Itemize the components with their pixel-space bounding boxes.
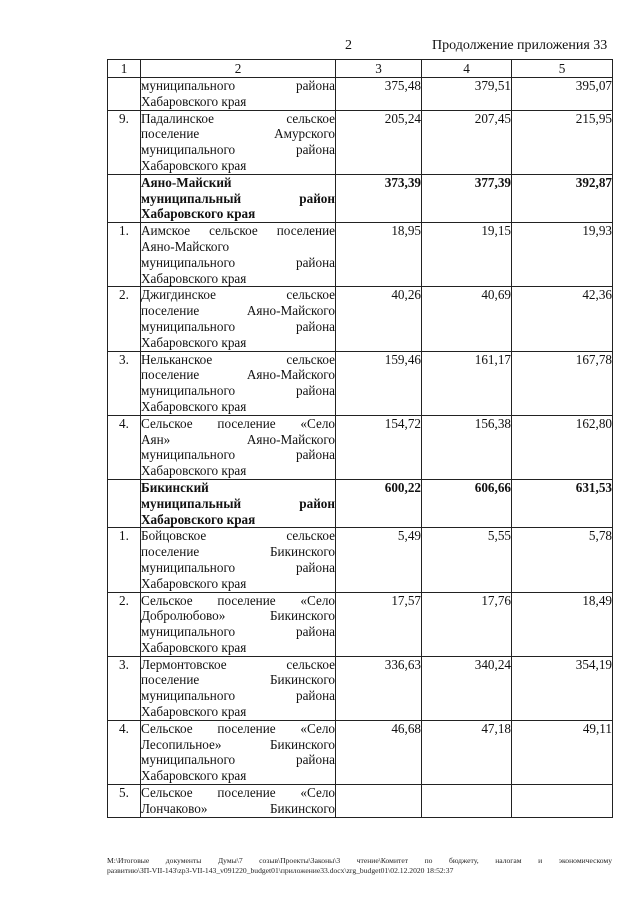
municipality-name-line: Хабаровского края: [141, 463, 247, 479]
budget-table: [107, 59, 613, 818]
amount-cell-5: 215,95: [512, 110, 613, 174]
amount-cell-3: 40,26: [336, 287, 422, 351]
table-row: [108, 785, 613, 818]
municipality-name-line: Падалинское сельское: [141, 110, 335, 126]
municipality-name-line: Хабаровского края: [141, 575, 247, 591]
amount-cell-4: 207,45: [422, 110, 512, 174]
amount-cell-3: 373,39: [336, 174, 422, 222]
municipality-name-line: муниципальный район: [141, 495, 335, 511]
municipality-name: [141, 785, 336, 818]
municipality-name-line: Джигдинское сельское: [141, 287, 335, 303]
municipality-name-line: Аяно-Майский: [141, 174, 232, 190]
municipality-name-line: муниципального района: [141, 559, 335, 575]
municipality-name: [141, 223, 336, 287]
row-number: 4.: [108, 415, 141, 479]
municipality-name-line: Хабаровского края: [141, 334, 247, 350]
amount-cell-4: 19,15: [422, 223, 512, 287]
municipality-name-line: Хабаровского края: [141, 768, 247, 784]
table-row: [108, 415, 613, 479]
row-number: 3.: [108, 351, 141, 415]
municipality-name-line: Хабаровского края: [141, 157, 247, 173]
table-row: [108, 110, 613, 174]
table-row: [108, 287, 613, 351]
municipality-name-line: Хабаровского края: [141, 93, 247, 109]
municipality-name-line: муниципального района: [141, 142, 335, 158]
footer-line-2: развитию\ЗП-VII-143\zp3-VII-143_v091220_budget01\приложение33.docx\zrg_budget01\02.12.2020 18:52:37: [107, 865, 454, 875]
amount-cell-4: 156,38: [422, 415, 512, 479]
column-header-1: 1: [108, 60, 141, 78]
municipality-name-line: Сельское поселение «Село: [141, 592, 335, 608]
amount-cell-4: 17,76: [422, 592, 512, 656]
municipality-name-line: поселение Бикинского: [141, 544, 335, 560]
table-row: [108, 592, 613, 656]
table-row: [108, 720, 613, 784]
municipality-name-line: Хабаровского края: [141, 206, 256, 222]
municipality-name: [141, 656, 336, 720]
municipality-name-line: Хабаровского края: [141, 398, 247, 414]
amount-cell-4: 161,17: [422, 351, 512, 415]
column-header-4: 4: [422, 60, 512, 78]
row-number: 2.: [108, 592, 141, 656]
amount-cell-5: 631,53: [512, 479, 613, 527]
amount-cell-3: 154,72: [336, 415, 422, 479]
column-header-2: 2: [141, 60, 336, 78]
column-number-row: [108, 60, 613, 78]
municipality-name-line: Хабаровского края: [141, 704, 247, 720]
municipality-name-line: Лесопильное» Бикинского: [141, 736, 335, 752]
page-number: 2: [345, 38, 352, 53]
municipality-name: [141, 287, 336, 351]
amount-cell-3: 375,48: [336, 78, 422, 111]
municipality-name-line: Сельское поселение «Село: [141, 415, 335, 431]
amount-cell-5: 354,19: [512, 656, 613, 720]
municipality-name: [141, 720, 336, 784]
amount-cell-3: 46,68: [336, 720, 422, 784]
municipality-name-line: Бикинский: [141, 479, 209, 495]
municipality-name-line: муниципального района: [141, 752, 335, 768]
column-header-3: 3: [336, 60, 422, 78]
municipality-name-line: Аян» Аяно-Майского: [141, 431, 335, 447]
municipality-name: [141, 78, 336, 111]
amount-cell-3: 159,46: [336, 351, 422, 415]
table-row: [108, 351, 613, 415]
row-number: 9.: [108, 110, 141, 174]
municipality-name: [141, 415, 336, 479]
row-number: 3.: [108, 656, 141, 720]
row-number: 1.: [108, 223, 141, 287]
amount-cell-4: 379,51: [422, 78, 512, 111]
municipality-name-line: муниципального района: [141, 688, 335, 704]
municipality-name-line: поселение Аяно-Майского: [141, 367, 335, 383]
amount-cell-3: 17,57: [336, 592, 422, 656]
amount-cell-4: 377,39: [422, 174, 512, 222]
municipality-name-line: Бойцовское сельское: [141, 528, 335, 544]
municipality-name-line: муниципальный район: [141, 190, 335, 206]
municipality-name-line: поселение Аяно-Майского: [141, 303, 335, 319]
amount-cell-5: 42,36: [512, 287, 613, 351]
amount-cell-5: 19,93: [512, 223, 613, 287]
file-path-footer: [107, 856, 612, 875]
municipality-name-line: поселение Амурского: [141, 126, 335, 142]
table-body: [108, 78, 613, 818]
row-number: 1.: [108, 528, 141, 592]
column-header-5: 5: [512, 60, 613, 78]
table-row: [108, 223, 613, 287]
table-row: [108, 528, 613, 592]
district-total-row: [108, 174, 613, 222]
municipality-name-line: Хабаровского края: [141, 511, 256, 527]
municipality-name-line: муниципального района: [141, 447, 335, 463]
amount-cell-4: [422, 785, 512, 818]
municipality-name: [141, 351, 336, 415]
municipality-name-line: Нельканское сельское: [141, 351, 335, 367]
table-row: [108, 78, 613, 111]
municipality-name-line: Аяно-Майского: [141, 238, 230, 254]
amount-cell-5: 162,80: [512, 415, 613, 479]
amount-cell-4: 47,18: [422, 720, 512, 784]
amount-cell-5: 5,78: [512, 528, 613, 592]
municipality-name: [141, 174, 336, 222]
municipality-name-line: Хабаровского края: [141, 270, 247, 286]
municipality-name: [141, 528, 336, 592]
amount-cell-5: 18,49: [512, 592, 613, 656]
municipality-name-line: муниципального района: [141, 383, 335, 399]
amount-cell-4: 340,24: [422, 656, 512, 720]
amount-cell-3: 18,95: [336, 223, 422, 287]
municipality-name-line: муниципального района: [141, 624, 335, 640]
row-number: [108, 479, 141, 527]
municipality-name-line: Хабаровского края: [141, 639, 247, 655]
amount-cell-5: 49,11: [512, 720, 613, 784]
district-total-row: [108, 479, 613, 527]
municipality-name-line: муниципального района: [141, 254, 335, 270]
municipality-name-line: поселение Бикинского: [141, 672, 335, 688]
row-number: [108, 78, 141, 111]
municipality-name-line: Лермонтовское сельское: [141, 656, 335, 672]
row-number: 4.: [108, 720, 141, 784]
amount-cell-5: 167,78: [512, 351, 613, 415]
municipality-name-line: муниципального района: [141, 318, 335, 334]
table-row: [108, 656, 613, 720]
municipality-name-line: Аимское сельское поселение: [141, 223, 335, 239]
amount-cell-5: [512, 785, 613, 818]
amount-cell-3: 600,22: [336, 479, 422, 527]
amount-cell-5: 392,87: [512, 174, 613, 222]
municipality-name-line: Лончаково» Бикинского: [141, 800, 335, 816]
municipality-name: [141, 110, 336, 174]
amount-cell-3: 336,63: [336, 656, 422, 720]
amount-cell-5: 395,07: [512, 78, 613, 111]
row-number: [108, 174, 141, 222]
municipality-name: [141, 592, 336, 656]
municipality-name-line: Сельское поселение «Село: [141, 720, 335, 736]
amount-cell-3: 5,49: [336, 528, 422, 592]
amount-cell-4: 606,66: [422, 479, 512, 527]
amount-cell-4: 40,69: [422, 287, 512, 351]
row-number: 2.: [108, 287, 141, 351]
municipality-name-line: муниципального района: [141, 78, 335, 93]
municipality-name-line: Добролюбово» Бикинского: [141, 608, 335, 624]
footer-line-1: M:\Итоговые документы Думы\7 созыв\Проекты\Законы\3 чтение\Комитет по бюджету, налогам и экономическому: [107, 856, 612, 865]
amount-cell-3: 205,24: [336, 110, 422, 174]
row-number: 5.: [108, 785, 141, 818]
municipality-name: [141, 479, 336, 527]
appendix-continuation-label: Продолжение приложения 33: [432, 38, 608, 53]
amount-cell-4: 5,55: [422, 528, 512, 592]
amount-cell-3: [336, 785, 422, 818]
municipality-name-line: Сельское поселение «Село: [141, 785, 335, 801]
